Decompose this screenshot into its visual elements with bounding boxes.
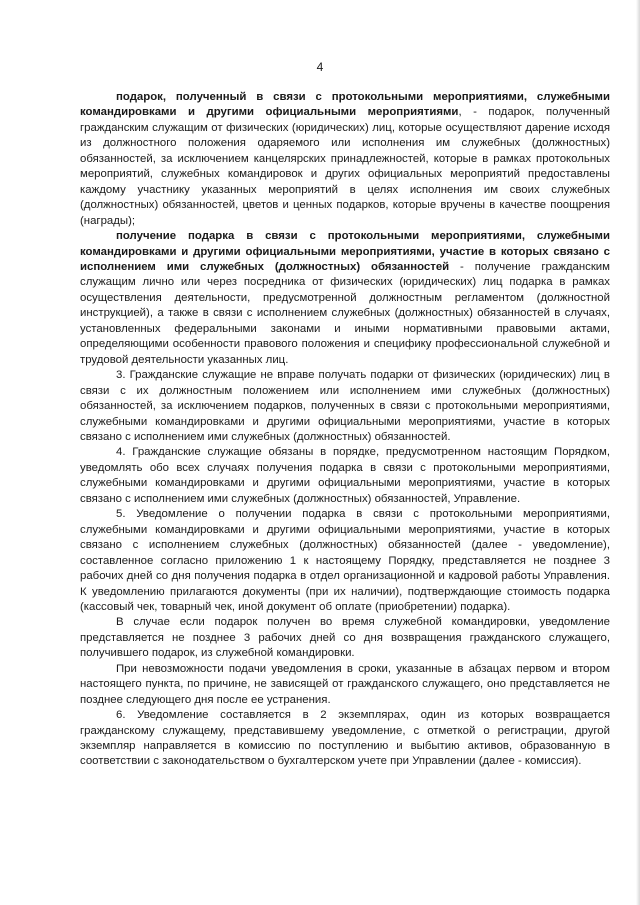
clause-6-paragraph: 6. Уведомление составляется в 2 экземплярах, один из которых возвращается гражданскому служащему, представившему уведомление, с отметкой о регистрации, другой экземпляр направляется в комиссию по поступлению и выбытию активов, образованную в соответствии с законодательством о бухгалтерском учете при Управлении (далее - комиссия). bbox=[80, 709, 610, 768]
definition-term: подарок, полученный в связи с протокольными мероприятиями, служебными командировками и другими официальными мероприятиями bbox=[80, 91, 610, 119]
definition-text: - получение гражданским служащим лично или через посредника от физических (юридических) лиц подарка в рамках осуществления деятельности, предусмотренной должностным регламентом (должностной инструкцией), а также в связи с исполнением служебных (должностных) обязанностей в случаях, установленных федеральными законами и иными нормативными правовыми актами, определяющими особенности правового положения и специфику профессиональной служебной и трудовой деятельности указанных лиц. bbox=[80, 260, 610, 366]
definition-receipt-paragraph bbox=[80, 229, 610, 368]
definition-gift-paragraph bbox=[80, 90, 610, 229]
document-body bbox=[80, 90, 610, 770]
page-edge-shadow bbox=[636, 0, 640, 905]
clause-3-paragraph: 3. Гражданские служащие не вправе получать подарки от физических (юридических) лиц в связи с их должностным положением или исполнением ими служебных (должностных) обязанностей, за исключением подарков, полученных в связи с протокольными мероприятиями, служебными командировками и другими официальными мероприятиями, участие в которых связано с исполнением ими служебных (должностных) обязанностей. bbox=[80, 369, 610, 443]
definition-term: получение подарка в связи с протокольными мероприятиями, служебными командировками и другими официальными мероприятиями, участие в которых связано с исполнением ими служебных (должностных) обязанностей bbox=[80, 230, 610, 273]
clause-5-impossibility-paragraph: При невозможности подачи уведомления в сроки, указанные в абзацах первом и втором настоящего пункта, по причине, не зависящей от гражданского служащего, оно представляется не позднее следующего дня после ее устранения. bbox=[80, 662, 610, 706]
page-number: 4 bbox=[316, 60, 324, 74]
clause-5-business-trip-paragraph: В случае если подарок получен во время служебной командировки, уведомление представляется не позднее 3 рабочих дней со дня возвращения гражданского служащего, получившего подарок, из служебной командировки. bbox=[80, 616, 610, 660]
definition-text: , - подарок, полученный гражданским служащим от физических (юридических) лиц, которые осуществляют дарение исходя из должностного положения одаряемого или исполнения им служебных (должностных) обязанностей, за исключением канцелярских принадлежностей, которые в рамках протокольных мероприятий, служебных командировок и других официальных мероприятий предоставлены каждому участнику указанных мероприятий в целях исполнения им своих служебных (должностных) обязанностей, цветов и ценных подарков, которые вручены в качестве поощрения (награды); bbox=[80, 106, 610, 227]
clause-4-paragraph: 4. Гражданские служащие обязаны в порядке, предусмотренном настоящим Порядком, уведомлять обо всех случаях получения подарка в связи с протокольными мероприятиями, служебными командировками и другими официальными мероприятиями, участие в которых связано с исполнением ими служебных (должностных) обязанностей, Управление. bbox=[80, 446, 610, 505]
clause-5-paragraph: 5. Уведомление о получении подарка в связи с протокольными мероприятиями, служебными командировками и другими официальными мероприятиями, участие в которых связано с исполнением служебных (должностных) обязанностей (далее - уведомление), составленное согласно приложению 1 к настоящему Порядку, представляется не позднее 3 рабочих дней со дня получения подарка в отдел организационной и кадровой работы Управления. К уведомлению прилагаются документы (при их наличии), подтверждающие стоимость подарка (кассовый чек, товарный чек, иной документ об оплате (приобретении) подарка). bbox=[80, 508, 610, 613]
